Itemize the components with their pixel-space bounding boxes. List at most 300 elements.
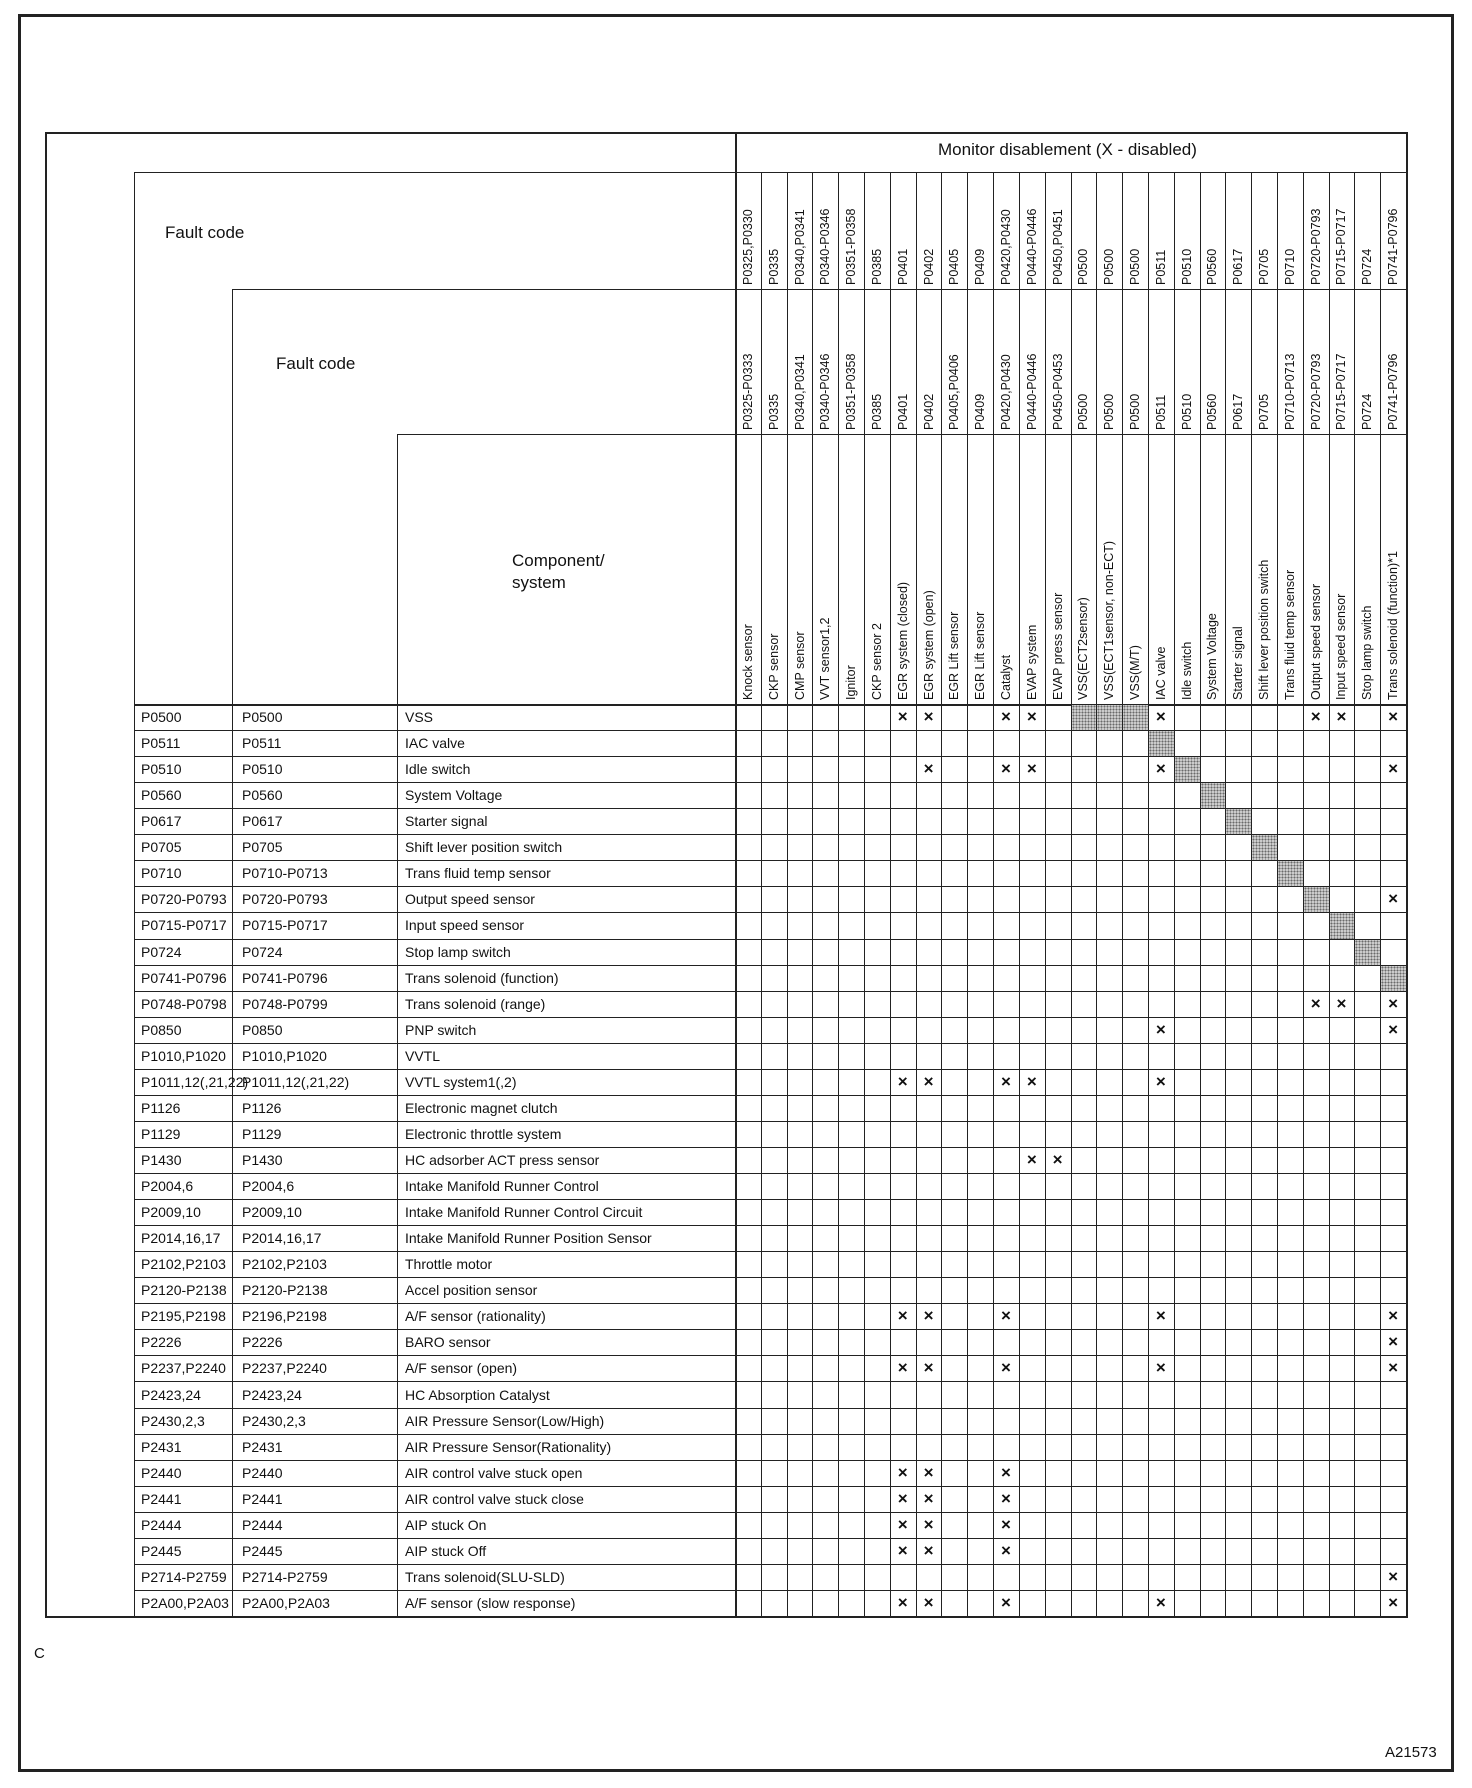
disabled-x-mark: × (897, 707, 908, 727)
col-code2-5: P0385 (869, 393, 884, 430)
disabled-x-mark: × (923, 1540, 934, 1560)
grid-row-line (134, 1564, 1406, 1565)
row-code1: P2441 (141, 1490, 182, 1507)
grid-row-line (134, 1069, 1406, 1070)
row-code2: P2237,P2240 (242, 1360, 327, 1377)
col-code1-5: P0385 (869, 248, 884, 285)
row-code1: P0748-P0798 (141, 995, 227, 1012)
disabled-x-mark: × (1155, 1071, 1166, 1091)
col-code2-12: P0450-P0453 (1050, 353, 1065, 430)
disabled-x-mark: × (897, 1071, 908, 1091)
row-code1: P2226 (141, 1334, 182, 1351)
disabled-x-mark: × (1310, 707, 1321, 727)
col-name-15: VSS(M/T) (1128, 645, 1143, 700)
col-code2-8: P0405,P0406 (947, 354, 962, 430)
col-code1-10: P0420,P0430 (998, 209, 1013, 285)
col-name-5: CKP sensor 2 (869, 623, 884, 700)
col-code2-11: P0440-P0446 (1024, 353, 1039, 430)
row-component: HC Absorption Catalyst (405, 1386, 550, 1403)
grid-row-line (134, 912, 1406, 913)
row-code1: P0741-P0796 (141, 969, 227, 986)
disabled-x-mark: × (1001, 1540, 1011, 1560)
row-code2: P1126 (242, 1099, 282, 1116)
grid-col-line (1096, 172, 1097, 1616)
grid-row-line (134, 756, 1406, 757)
col-name-20: Shift lever position switch (1257, 559, 1272, 700)
table-border-right (1406, 132, 1408, 1618)
row-component: Output speed sensor (405, 891, 535, 908)
shaded-cell (1201, 783, 1226, 808)
figure-id: A21573 (1385, 1744, 1437, 1761)
disabled-x-mark: × (1001, 1358, 1011, 1378)
disabled-x-mark: × (1388, 1566, 1399, 1586)
grid-col-line (1329, 172, 1330, 1616)
row-code2: P2120-P2138 (242, 1282, 328, 1299)
row-code1: P0500 (141, 709, 182, 726)
grid-col-line (761, 172, 762, 1616)
col-code1-21: P0710 (1282, 248, 1297, 285)
col-name-12: EVAP press sensor (1050, 592, 1065, 700)
grid-row-line (134, 730, 1406, 731)
row-code1: P2423,24 (141, 1386, 201, 1403)
col-code2-24: P0724 (1360, 393, 1375, 430)
row-code1: P2445 (141, 1542, 182, 1559)
header-bottom-line (134, 704, 1406, 706)
row-component: AIR control valve stuck close (405, 1490, 584, 1507)
fault-code-label-2: Fault code (276, 354, 356, 373)
row-code1: P0510 (141, 761, 182, 778)
grid-row-line (134, 1434, 1406, 1435)
row-code2: P0560 (242, 787, 283, 804)
disabled-x-mark: × (1388, 993, 1399, 1013)
disabled-x-mark: × (1336, 707, 1347, 727)
monitor-disablement-table (45, 132, 1406, 1616)
table-border-top (45, 132, 1406, 134)
grid-row-line (134, 1277, 1406, 1278)
grid-row-line (134, 1303, 1406, 1304)
grid-row-line (134, 1017, 1406, 1018)
component-system-label: Component/ system (512, 551, 605, 592)
row-component: Shift lever position switch (405, 839, 563, 856)
disabled-x-mark: × (897, 1306, 908, 1326)
grid-col-line (1148, 172, 1149, 1616)
row-code1: P0560 (141, 787, 182, 804)
disabled-x-mark: × (1388, 1019, 1399, 1039)
grid-row-line (134, 1147, 1406, 1148)
shaded-cell (1123, 705, 1148, 730)
col-code1-20: P0705 (1257, 248, 1272, 285)
col-name-3: VVT sensor1,2 (818, 617, 833, 700)
grid-col-line (787, 172, 788, 1616)
disabled-x-mark: × (1155, 759, 1166, 779)
disabled-x-mark: × (1155, 707, 1166, 727)
disabled-x-mark: × (1388, 1592, 1399, 1612)
disabled-x-mark: × (1155, 1306, 1166, 1326)
row-component: A/F sensor (rationality) (405, 1308, 546, 1325)
col-name-16: IAC valve (1153, 646, 1168, 700)
row-code2: P2009,10 (242, 1204, 302, 1221)
disabled-x-mark: × (897, 1358, 908, 1378)
grid-left-line (735, 132, 737, 1616)
row-code1: P2195,P2198 (141, 1308, 226, 1325)
grid-col-line (993, 172, 994, 1616)
row-component: IAC valve (405, 735, 465, 752)
grid-row-line (134, 834, 1406, 835)
disabled-x-mark: × (923, 1071, 934, 1091)
grid-col-line (941, 172, 942, 1616)
grid-row-line (134, 991, 1406, 992)
disabled-x-mark: × (1155, 1592, 1166, 1612)
col-name-8: EGR Lift sensor (947, 611, 962, 700)
row-component: Electronic magnet clutch (405, 1099, 558, 1116)
grid-row-line (134, 860, 1406, 861)
grid-row-line (134, 1329, 1406, 1330)
grid-col-line (1045, 172, 1046, 1616)
grid-row-line (134, 1251, 1406, 1252)
grid-col-line (838, 172, 839, 1616)
col-code2-13: P0500 (1076, 393, 1091, 430)
component-left-line (397, 434, 398, 1616)
row-code2: P2102,P2103 (242, 1256, 327, 1273)
table-border-left (45, 132, 47, 1616)
col-code1-25: P0741-P0796 (1386, 208, 1401, 285)
grid-row-line (134, 808, 1406, 809)
row-component: Stop lamp switch (405, 943, 511, 960)
shaded-cell (1226, 809, 1251, 834)
row-component: Intake Manifold Runner Control (405, 1178, 599, 1195)
grid-row-line (134, 1512, 1406, 1513)
grid-row-line (134, 1460, 1406, 1461)
row-code1: P2102,P2103 (141, 1256, 226, 1273)
grid-row-line (134, 886, 1406, 887)
grid-col-line (864, 172, 865, 1616)
row-component: A/F sensor (open) (405, 1360, 518, 1377)
grid-row-line (134, 1590, 1406, 1591)
shaded-cell (1149, 731, 1174, 756)
disabled-x-mark: × (1052, 1150, 1063, 1169)
col-code1-9: P0409 (973, 248, 988, 285)
grid-col-line (1225, 172, 1226, 1616)
code1-left-line (134, 172, 135, 1616)
row-component: Trans fluid temp sensor (405, 865, 551, 882)
row-component: AIP stuck Off (405, 1542, 487, 1559)
col-code1-24: P0724 (1360, 248, 1375, 285)
row-code2: P0715-P0717 (242, 917, 328, 934)
col-name-19: Starter signal (1231, 626, 1246, 700)
col-code2-19: P0617 (1231, 393, 1246, 430)
row-code1: P0720-P0793 (141, 891, 227, 908)
col-code1-18: P0560 (1205, 248, 1220, 285)
grid-row-line (134, 1225, 1406, 1226)
disabled-x-mark: × (1001, 1592, 1011, 1612)
grid-row-line (134, 1095, 1406, 1096)
shaded-cell (1278, 861, 1303, 886)
row-code1: P2430,2,3 (141, 1412, 205, 1429)
table-border-bottom (45, 1616, 1406, 1618)
disabled-x-mark: × (923, 707, 934, 727)
row-component: Input speed sensor (405, 917, 525, 934)
grid-col-line (1200, 172, 1201, 1616)
row-component: AIP stuck On (405, 1516, 487, 1533)
shaded-cell (1252, 835, 1277, 860)
disabled-x-mark: × (1026, 1150, 1037, 1169)
row-code1: P1430 (141, 1152, 182, 1168)
col-name-23: Input speed sensor (1334, 593, 1349, 700)
disabled-x-mark: × (1388, 1306, 1399, 1326)
shaded-cell (1097, 705, 1122, 730)
col-name-14: VSS(ECT1sensor, non-ECT) (1102, 540, 1117, 700)
col-name-4: Ignitor (844, 665, 859, 700)
row-code1: P0710 (141, 865, 182, 882)
col-code1-13: P0500 (1076, 248, 1091, 285)
row-code1: P2009,10 (141, 1204, 201, 1221)
col-code2-14: P0500 (1102, 393, 1117, 430)
component-top-line (397, 434, 1406, 435)
row-code2: P0720-P0793 (242, 891, 328, 908)
corner-letter: C (34, 1645, 45, 1662)
col-code2-23: P0715-P0717 (1334, 353, 1349, 430)
row-code2: P1010,P1020 (242, 1047, 327, 1064)
row-component: VVTL (405, 1047, 441, 1064)
row-code1: P2440 (141, 1464, 182, 1481)
row-code2: P0705 (242, 839, 283, 856)
col-code1-6: P0401 (895, 248, 910, 285)
col-code2-17: P0510 (1179, 393, 1194, 430)
row-component: A/F sensor (slow response) (405, 1594, 576, 1611)
disabled-x-mark: × (1310, 993, 1321, 1013)
disabled-x-mark: × (1388, 1332, 1399, 1352)
row-code1: P0850 (141, 1021, 182, 1038)
col-code2-20: P0705 (1257, 393, 1272, 430)
row-code1: P2237,P2240 (141, 1360, 226, 1377)
disabled-x-mark: × (897, 1514, 908, 1534)
row-code2: P0511 (242, 735, 282, 752)
col-code2-16: P0511 (1153, 394, 1168, 430)
col-code1-3: P0340-P0346 (818, 208, 833, 285)
row-code1: P1011,12(,21,22) (141, 1073, 249, 1090)
col-code2-21: P0710-P0713 (1282, 353, 1297, 430)
row-code1: P1010,P1020 (141, 1047, 226, 1064)
row-component: AIR Pressure Sensor(Low/High) (405, 1412, 605, 1429)
row-code2: P0850 (242, 1021, 283, 1038)
row-code1: P0617 (141, 813, 182, 830)
disabled-x-mark: × (1001, 1514, 1011, 1534)
grid-col-line (890, 172, 891, 1616)
row-code2: P2441 (242, 1490, 283, 1507)
disabled-x-mark: × (1388, 889, 1399, 909)
disabled-x-mark: × (897, 1592, 908, 1612)
grid-col-line (1019, 172, 1020, 1616)
row-code1: P0724 (141, 943, 182, 960)
row-code2: P2714-P2759 (242, 1568, 328, 1585)
code2-top-line (232, 289, 1406, 290)
row-component: Trans solenoid (function) (405, 969, 559, 986)
grid-row-line (134, 1173, 1406, 1174)
shaded-cell (1072, 705, 1097, 730)
disabled-x-mark: × (1336, 993, 1347, 1013)
disabled-x-mark: × (897, 1540, 908, 1560)
row-code2: P0500 (242, 709, 283, 726)
col-name-2: CMP sensor (792, 631, 807, 700)
grid-row-line (134, 1538, 1406, 1539)
disabled-x-mark: × (1155, 1019, 1166, 1039)
col-code2-1: P0335 (766, 393, 781, 430)
col-name-18: System Voltage (1205, 613, 1220, 700)
disabled-x-mark: × (923, 1514, 934, 1534)
row-code2: P1430 (242, 1152, 283, 1168)
row-component: Trans solenoid(SLU-SLD) (405, 1568, 565, 1585)
col-code1-12: P0450,P0451 (1050, 209, 1065, 285)
row-code2: P2444 (242, 1516, 283, 1533)
disabled-x-mark: × (923, 759, 934, 779)
col-code2-3: P0340-P0346 (818, 353, 833, 430)
disabled-x-mark: × (1388, 707, 1399, 727)
fault-code-label-1: Fault code (165, 223, 245, 242)
grid-row-line (134, 965, 1406, 966)
row-code1: P0705 (141, 839, 182, 856)
col-name-22: Output speed sensor (1308, 583, 1323, 700)
row-component: BARO sensor (405, 1334, 491, 1351)
grid-row-line (134, 1381, 1406, 1382)
row-code1: P0511 (141, 735, 181, 752)
col-name-25: Trans solenoid (function)*1 (1386, 551, 1401, 700)
grid-row-line (134, 1121, 1406, 1122)
col-name-7: EGR system (open) (921, 590, 936, 700)
disabled-x-mark: × (923, 1462, 934, 1482)
shaded-cell (1381, 966, 1406, 991)
row-code1: P2431 (141, 1438, 182, 1455)
grid-row-line (134, 1486, 1406, 1487)
disabled-x-mark: × (923, 1306, 934, 1326)
row-code2: P2445 (242, 1542, 283, 1559)
row-code2: P2226 (242, 1334, 283, 1351)
row-component: VVTL system1(,2) (405, 1073, 517, 1090)
row-component: HC adsorber ACT press sensor (405, 1152, 600, 1168)
col-code1-1: P0335 (766, 248, 781, 285)
disabled-x-mark: × (923, 1592, 934, 1612)
row-code1: P1129 (141, 1125, 181, 1142)
grid-row-line (134, 939, 1406, 940)
grid-row-line (134, 1355, 1406, 1356)
row-code1: P1126 (141, 1099, 181, 1116)
disabled-x-mark: × (1026, 1071, 1037, 1091)
grid-col-line (1122, 172, 1123, 1616)
row-code2: P1011,12(,21,22) (242, 1073, 350, 1090)
row-component: Idle switch (405, 761, 471, 778)
disabled-x-mark: × (1001, 1488, 1011, 1508)
disabled-x-mark: × (1001, 759, 1011, 779)
col-code1-23: P0715-P0717 (1334, 208, 1349, 285)
row-code2: P2004,6 (242, 1178, 295, 1195)
disabled-x-mark: × (1001, 707, 1011, 727)
col-name-10: Catalyst (998, 654, 1013, 700)
row-component: Accel position sensor (405, 1282, 538, 1299)
col-code1-11: P0440-P0446 (1024, 208, 1039, 285)
disabled-x-mark: × (897, 1488, 908, 1508)
col-code1-4: P0351-P0358 (844, 208, 859, 285)
row-code1: P2714-P2759 (141, 1568, 227, 1585)
row-code1: P0715-P0717 (141, 917, 227, 934)
row-component: Trans solenoid (range) (405, 995, 546, 1012)
row-code2: P0748-P0799 (242, 995, 328, 1012)
col-code2-4: P0351-P0358 (844, 353, 859, 430)
grid-row-line (134, 1408, 1406, 1409)
col-code2-9: P0409 (973, 393, 988, 430)
col-code1-7: P0402 (921, 248, 936, 285)
disabled-x-mark: × (1001, 1462, 1011, 1482)
row-component: Intake Manifold Runner Position Sensor (405, 1230, 652, 1247)
row-code2: P0710-P0713 (242, 865, 328, 882)
col-code1-15: P0500 (1128, 248, 1143, 285)
grid-col-line (1174, 172, 1175, 1616)
grid-col-line (1251, 172, 1252, 1616)
col-code2-10: P0420,P0430 (998, 354, 1013, 430)
row-component: AIR Pressure Sensor(Rationality) (405, 1438, 612, 1455)
shaded-cell (1355, 940, 1380, 965)
row-code2: P2423,24 (242, 1386, 302, 1403)
col-code1-19: P0617 (1231, 248, 1246, 285)
row-code1: P2120-P2138 (141, 1282, 227, 1299)
row-component: Starter signal (405, 813, 488, 830)
grid-col-line (967, 172, 968, 1616)
row-component: System Voltage (405, 787, 503, 804)
col-code2-25: P0741-P0796 (1386, 353, 1401, 430)
disabled-x-mark: × (1001, 1071, 1011, 1091)
grid-col-line (1277, 172, 1278, 1616)
row-code2: P0724 (242, 943, 283, 960)
row-code2: P2431 (242, 1438, 283, 1455)
col-code2-15: P0500 (1128, 393, 1143, 430)
col-code2-22: P0720-P0793 (1308, 353, 1323, 430)
col-code1-0: P0325,P0330 (740, 209, 755, 285)
shaded-cell (1175, 757, 1200, 782)
row-component: Throttle motor (405, 1256, 493, 1273)
row-component: Intake Manifold Runner Control Circuit (405, 1204, 643, 1221)
disabled-x-mark: × (1026, 759, 1037, 779)
disabled-x-mark: × (1155, 1358, 1166, 1378)
disabled-x-mark: × (923, 1488, 934, 1508)
code1-top-line (134, 172, 735, 173)
col-code1-17: P0510 (1179, 248, 1194, 285)
shaded-cell (1304, 887, 1329, 912)
col-name-1: CKP sensor (766, 633, 781, 700)
disabled-x-mark: × (1001, 1306, 1011, 1326)
grid-col-line (916, 172, 917, 1616)
row-code2: P2014,16,17 (242, 1230, 322, 1247)
col-code2-7: P0402 (921, 393, 936, 430)
col-name-13: VSS(ECT2sensor) (1076, 597, 1091, 700)
grid-col-line (1071, 172, 1072, 1616)
row-component: PNP switch (405, 1021, 477, 1038)
row-code1: P2014,16,17 (141, 1230, 221, 1247)
row-code2: P2440 (242, 1464, 283, 1481)
row-code2: P2A00,P2A03 (242, 1594, 330, 1611)
row-code2: P0510 (242, 761, 283, 778)
row-code2: P2196,P2198 (242, 1308, 327, 1325)
col-code2-2: P0340,P0341 (792, 354, 807, 430)
col-code1-8: P0405 (947, 248, 962, 285)
code2-left-line (232, 289, 233, 1616)
disabled-x-mark: × (897, 1462, 908, 1482)
grid-col-line (812, 172, 813, 1616)
disabled-x-mark: × (923, 1358, 934, 1378)
col-name-9: EGR Lift sensor (973, 611, 988, 700)
monitor-disablement-title: Monitor disablement (X - disabled) (938, 140, 1197, 159)
col-code2-0: P0325-P0333 (740, 353, 755, 430)
col-code2-18: P0560 (1205, 393, 1220, 430)
row-code1: P2444 (141, 1516, 182, 1533)
row-code2: P2430,2,3 (242, 1412, 306, 1429)
